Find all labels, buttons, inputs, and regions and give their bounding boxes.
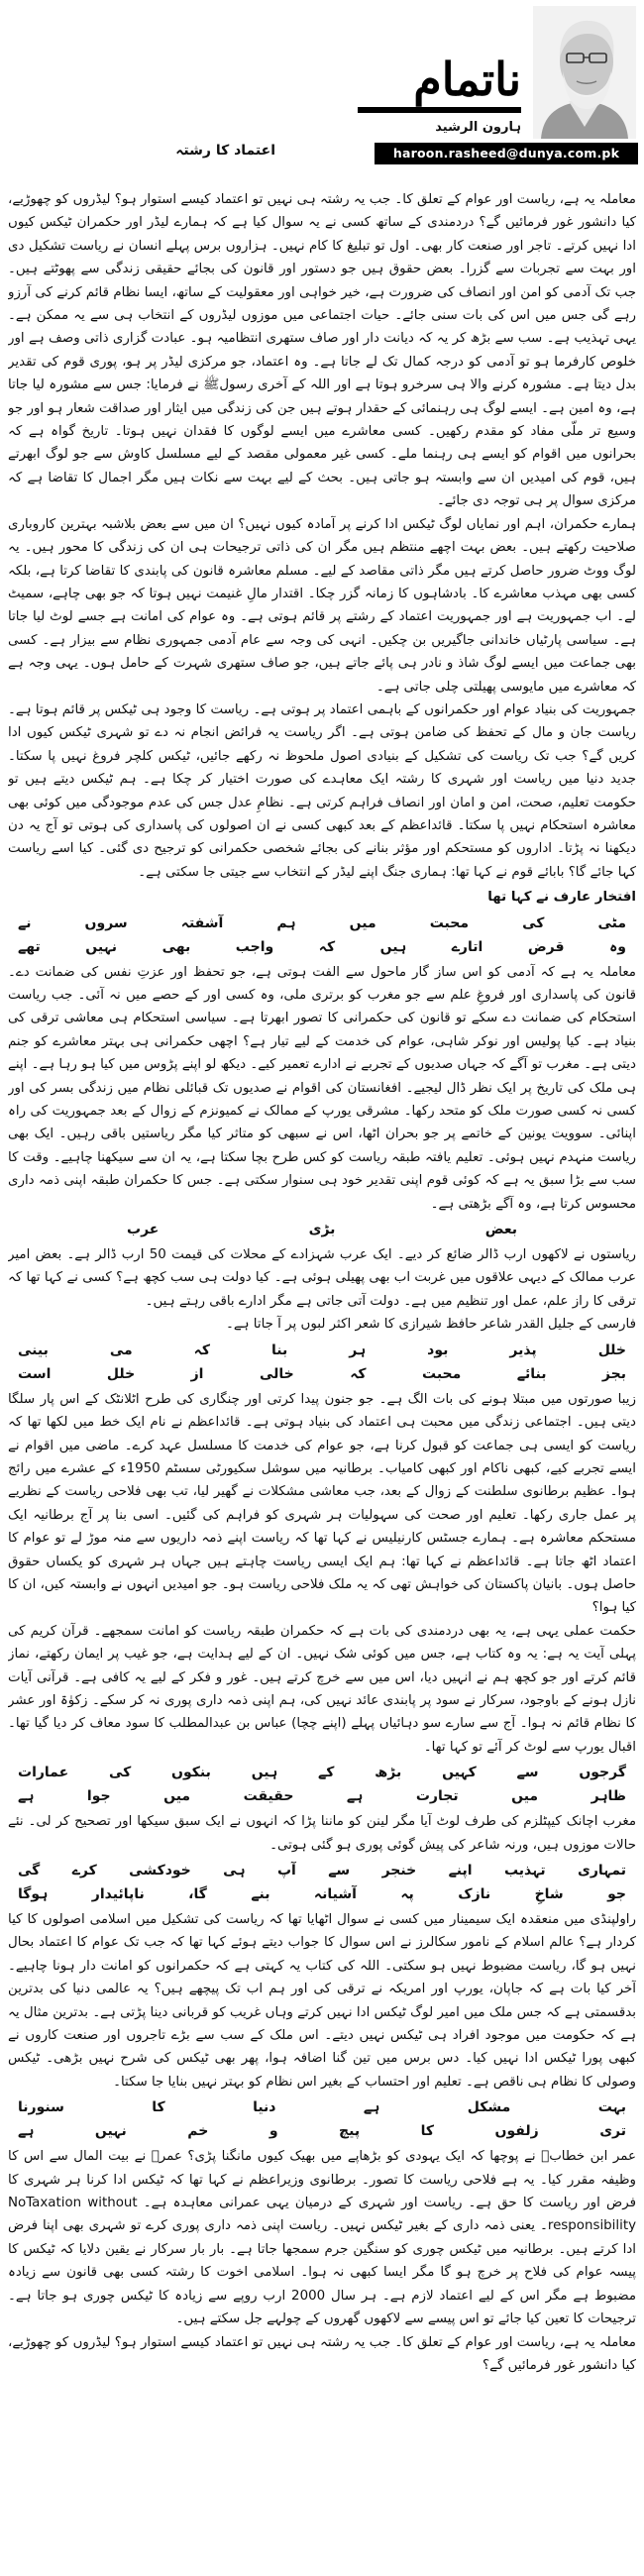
poetry-verse (8, 912, 636, 959)
poetry-verse (8, 1218, 636, 1241)
poetry-verse (8, 1859, 636, 1906)
article-paragraph: حکمت عملی یہی ہے، یہ بھی دردمندی کی بات ہے کہ حکمران طبقہ ریاست کو امانت سمجھے۔ قرآن کریم کی پہلی آیت یہ ہے: یہ وہ کتاب ہے، جس میں کوئی شک نہیں۔ ان کے لیے ہدایت ہے، جو غیب پر ایمان رکھتے، نماز قائم کرتے اور جو کچھ ہم نے انہیں دیا، اس میں سے خرچ کرتے ہیں۔ غور و فکر کے لیے یہ کافی ہے۔ قرآنی آیات نازل ہونے کے باوجود، سرکار نے سود پر پابندی عائد نہیں کی، ہم اپنی ذمہ داری پوری نہ کر سکے۔ زکوٰۃ اور عشر کا نظام قائم نہ ہوا۔ آج سے سارے سو دہائیاں پہلے (اپنے چچا) عباس بن عبدالمطلب کا سود معاف کر دیا گیا تھا۔ اقبال یورپ سے لوٹ کر آئے تو کہا تھا۔ (8, 1623, 636, 1755)
verse-line: مٹی کی محبت میں ہم آشفتہ سروں نے (18, 914, 626, 931)
poetry-verse (8, 1761, 636, 1808)
verse-line: بہت مشکل ہے دنیا کا سنورنا (18, 2099, 626, 2116)
article-paragraph: راولپنڈی میں منعقدہ ایک سیمینار میں کسی نے سوال اٹھایا تھا کہ ریاست کی تشکیل میں اسلامی اصولوں کا کیا کردار ہے؟ عالم اسلام کے نامور سکالرز نے اس سوال کا جواب دیتے ہوئے کہا تھا کہ جب تک عوام کا اعتماد بحال نہیں ہو گا، ریاست مضبوط نہیں ہو سکتی۔ اللہ کی کتاب یہ کہتی ہے کہ حکمرانوں کو امانت دار ہونا چاہیے۔ آخر کیا بات ہے کہ جاپان، یورپ اور امریکہ نے ترقی کی اور ہم اب تک پیچھے ہیں؟ یہ عالمی دنیا کی بدترین بدقسمتی ہے کہ جس ملک میں امیر لوگ ٹیکس ادا نہیں کرتے وہاں غریب کو قربانی دینا پڑتی ہے۔ بدترین مثال یہ ہے کہ حکومت میں موجود افراد ہی ٹیکس نہیں دیتے۔ اس ملک کے سب سے بڑے تاجروں اور صنعت کاروں نے کبھی پورا ٹیکس ادا نہیں کیا۔ دس برس میں تین گنا اضافہ ہوا، پھر بھی ٹیکس کی شرح نہیں بڑھی۔ ٹیکس وصولی کا نظام ہی ناقص ہے۔ تعلیم اور احتساب کے بغیر اس نظام کو بہتر نہیں بنایا جا سکتا۔ (8, 1912, 636, 2090)
poetry-verse (8, 2095, 636, 2143)
article-subheading: افتخار عارف نے کہا تھا (487, 890, 636, 906)
verse-line: خلل پذیر بود ہر بنا کہ می بینی (18, 1342, 626, 1358)
article-paragraph: معاملہ یہ ہے کہ آدمی کو اس ساز گار ماحول سے الفت ہوتی ہے، جو تحفظ اور عزتِ نفس کی ضمانت دے۔ قانون کی پاسداری اور فروغِ علم سے جو مغرب کو برتری ملی، وہ کسی اور کے حصے میں نہ آئی۔ جب ریاست استحکام کی ضمانت دے سکے تو قانون کی حکمرانی کا تصور ابھرتا ہے۔ سیاسی استحکام ہی معاشی ترقی کی بنیاد ہے۔ کیا پولیس اور نوکر شاہی، عوام کی خدمت کے لیے تیار ہے؟ اچھی حکمرانی ہی بہتر معاشرے کو جنم دیتی ہے۔ مغرب تو آگے کہ جہاں صدیوں کے تجربے نے ادارے تعمیر کیے۔ دیکھ لو اپنے پڑوس میں کیا ہو رہا ہے۔ اپنے ہی ملک کی تاریخ پر ایک نظر ڈال لیجیے۔ افغانستان کی اقوام نے صدیوں تک قبائلی نظام میں زندگی بسر کی اور کسی نہ کسی صورت ملک کو متحد رکھا۔ مشرقی یورپ کے ممالک نے کمیونزم کے زوال کے بعد جمہوریت کی راہ اپنائی۔ سوویت یونین کے خاتمے پر جو بحران اٹھا، اس نے سبھی کو متاثر کیا مگر ریاستیں باقی رہیں۔ ایک بھی ریاست منہدم نہیں ہوئی۔ تعلیم یافتہ طبقہ ریاست کو کس طرح بچا سکتا ہے، یہ ان سے سیکھنا چاہیے۔ وقت کا سب سے بڑا سبق یہ ہے کہ کوئی قوم اپنی تقدیر خود ہی سنوار سکتی ہے۔ جس کا حکمران طبقہ اپنی ذمہ داری محسوس کرتا ہے، وہ آگے بڑھتی ہے۔ (8, 964, 636, 1212)
verse-line: وہ قرض اتارے ہیں کہ واجب بھی نہیں تھے (18, 938, 626, 955)
article-paragraph: زیبا صورتوں میں مبتلا ہونے کی بات الگ ہے۔ جو جنون پیدا کرتی اور چنگاری کی طرح اٹلانٹک کے اس پار سلگا دیتی ہیں۔ اجتماعی زندگی میں محبت ہی اعتماد کی بنیاد ہوتی ہے۔ قائداعظم نے نام ایک خط میں لکھا تھا کہ ریاست کو ایسی ہی جماعت کو قبول کرنا ہے، جو عوام کی خدمت کا مسلسل عہد کرے۔ ماضی میں اقوام نے ایسے تجربے کیے، کبھی ناکام اور کبھی کامیاب۔ برطانیہ میں سوشل سکیورٹی سسٹم 1950ء کے عشرے میں رائج ہوا۔ عظیم برطانوی سلطنت کے زوال کے بعد، جب معاشی مشکلات نے گھیر لیا، تب بھی فلاحی ریاست کے نظریے پر عمل جاری رکھا۔ تعلیم اور صحت کی سہولیات ہر شہری کو فراہم کی گئیں۔ اسی بنا پر آج برطانیہ ایک مستحکم معاشرہ ہے۔ ہمارے جسٹس کارنیلیس نے کہا تھا کہ ریاست اپنے ذمہ داریوں سے منہ موڑ لے تو عوام کا اعتماد اٹھ جاتا ہے۔ قائداعظم نے کہا تھا: ہم ایک ایسی ریاست چاہتے ہیں جہاں ہر شہری کو یکساں حقوق حاصل ہوں۔ بانیان پاکستان کی خواہش تھی کہ یہ ملک فلاحی ریاست ہو۔ جو امیدیں انہوں نے وابستہ کیں، ان کا کیا ہوا؟ (8, 1391, 636, 1616)
verse-line: بعض بڑی عرب (127, 1222, 517, 1238)
author-email[interactable]: haroon.rasheed@dunya.com.pk (375, 143, 638, 164)
verse-line: تری زلفوں کا پیچ و خم نہیں ہے (18, 2123, 626, 2140)
article-headline: اعتماد کا رشتہ (175, 143, 275, 159)
author-portrait (533, 6, 636, 139)
article-paragraph: معاملہ یہ ہے، ریاست اور عوام کے تعلق کا۔ جب یہ رشتہ ہی نہیں تو اعتماد کیسے استوار ہو؟ لیڈروں کو چھوڑیے، کیا دانشور غور فرمائیں گے؟ دردمندی کے ساتھ کسی نے یہ سوال کیا ہے کہ ہمارے لیڈر اور حکمران ٹیکس کیوں ادا نہیں کرتے۔ تاجر اور صنعت کار بھی۔ اول تو تبلیغ کا کام نہیں۔ ہزاروں برس پہلے انسان نے ریاست تشکیل دی اور بہت سے تجربات سے گزرا۔ بعض حقوق ہیں جو دستور اور قانون کی بجائے حقیقی زندگی سے پھوٹتے ہیں۔ جب تک آدمی کو امن اور انصاف کی ضرورت ہے، خیر خواہی اور معقولیت کے ساتھ، ایسا نظام قائم کرنے کی آرزو رہے گی جس میں اس کی بات سنی جائے۔ حیات اجتماعی میں موزوں لیڈروں کے انتخاب ہی سے یہ ممکن ہے۔ یہی تہذیب ہے۔ سب سے بڑھ کر یہ کہ دیانت دار اور صاف ستھری انتظامیہ ہو۔ عبادت گزاری ذاتی وصف ہے اور خلوص کارفرما ہو تو آدمی کو درجہ کمال تک لے جاتا ہے۔ وہ اعتماد، جو مرکزی لیڈر پر ہو، پوری قوم کی تقدیر بدل دیتا ہے۔ مشورہ کرنے والا ہی سرخرو ہوتا ہے اور اللہ کے آخری رسولﷺ نے فرمایا: جس سے مشورہ لیا جاتا ہے، وہ امین ہے۔ ایسے لوگ ہی رہنمائی کے حقدار ہوتے ہیں جن کی زندگی میں ایثار اور صداقت شعار ہو اور جو وسیع تر ملّی مفاد کو مقدم رکھیں۔ کسی معاشرے میں ایسے لوگوں کا فقدان نہیں ہوتا۔ تاریخ گواہ ہے کہ بحرانوں میں اقوام کو ایسے ہی رہنما ملے۔ کسی غیر معمولی مقصد کے لیے مسلسل کاوش سے جو لوگ ابھرتے ہیں، قوم کی امیدیں ان سے وابستہ ہو جاتی ہیں۔ بحث کے لیے بہت سے نکات ہیں مگر اجمال کا تقاضا ہے کہ مرکزی سوال پر ہی توجہ دی جائے۔ (8, 192, 636, 509)
article-paragraph: ہمارے حکمران، اہم اور نمایاں لوگ ٹیکس ادا کرنے پر آمادہ کیوں نہیں؟ ان میں سے بعض بلاشبہ بہترین کاروباری صلاحیت رکھتے ہیں۔ بعض بہت اچھے منتظم ہیں مگر ان کی ذاتی ترجیحات ہی ان کی زندگی کا محور ہیں۔ یہ لوگ ووٹ ضرور حاصل کرتے ہیں مگر ذاتی مقاصد کے لیے۔ مسلم معاشرہ قانون کی پابندی کا تقاضا کرتا ہے، بلکہ کسی بھی مہذب معاشرے کا۔ بادشاہوں کا زمانہ گزر چکا۔ اقتدار مالِ غنیمت نہیں ہوتا کہ جو بھی چاہے، سمیٹ لے۔ اب جمہوریت ہے اور جمہوریت اعتماد کے رشتے پر قائم ہوتی ہے۔ وہ عوام کی امانت ہے جسے لوٹ لیا جاتا ہے۔ سیاسی پارٹیاں خاندانی جاگیریں بن چکیں۔ انہی کی وجہ سے عام آدمی جمہوری نظام سے بیزار ہے۔ کسی بھی جماعت میں ایسے لوگ شاذ و نادر ہی پائے جاتے ہیں، جو صاف ستھری شہرت کے حامل ہوں۔ یہی وجہ ہے کہ معاشرے میں مایوسی پھیلتی چلی جاتی ہے۔ (8, 516, 636, 695)
verse-line: جو شاخِ نازک پہ آشیانہ بنے گا، ناپائیدار ہوگا (18, 1886, 626, 1902)
article-paragraph: معاملہ یہ ہے، ریاست اور عوام کے تعلق کا۔ جب یہ رشتہ ہی نہیں تو اعتماد کیسے استوار ہو؟ لیڈروں کو چھوڑیے، کیا دانشور غور فرمائیں گے؟ (8, 2334, 636, 2373)
article-paragraph: فارسی کے جلیل القدر شاعر حافظ شیرازی کا شعر اکثر لبوں پر آ جاتا ہے۔ (225, 1317, 636, 1333)
poetry-verse (8, 1339, 636, 1386)
article-paragraph: عمر ابن خطابؓ نے پوچھا کہ ایک یہودی کو بڑھاپے میں بھیک کیوں مانگنا پڑی؟ عمرؓ نے بیت المال سے اس کا وظیفہ مقرر کیا۔ یہ ہے فلاحی ریاست کا تصور۔ برطانوی وزیراعظم نے کہا تھا کہ ٹیکس ادا کرنا ہر شہری کا فرض اور ریاست کا حق ہے۔ ریاست اور شہری کے درمیان یہی عمرانی معاہدہ ہے۔ NoTaxation without responsibility۔ یعنی ذمہ داری کے بغیر ٹیکس نہیں۔ ریاست اپنی ذمہ داری پوری کرے تو شہری بھی اپنا فرض ادا کرتے ہیں۔ برطانیہ میں ٹیکس چوری کو سنگین جرم سمجھا جاتا ہے۔ بار بار سرکار نے یقین دلایا کہ ٹیکس کا پیسہ عوام کی فلاح پر خرچ ہو گا مگر ایسا کبھی نہ ہوا۔ اسلامی اخوت کا رشتہ کسی بھی قانون سے زیادہ مضبوط ہے مگر اس کے لیے اعتماد لازم ہے۔ ہر سال 2000 ارب روپے سے زیادہ کا ٹیکس چوری ہو جاتا ہے۔ ترجیحات کا تعین کیا جائے تو اس پیسے سے لاکھوں گھروں کے چولہے جل سکتے ہیں۔ (8, 2149, 636, 2327)
verse-line: تمہاری تہذیب اپنے خنجر سے آپ ہی خودکشی کرے گی (18, 1863, 626, 1878)
column-masthead (0, 0, 644, 180)
column-title: ناتمام (413, 53, 521, 106)
article-paragraph: جمہوریت کی بنیاد عوام اور حکمرانوں کے باہمی اعتماد پر ہوتی ہے۔ ریاست کا وجود ہی ٹیکس پر قائم ہوتا ہے۔ ریاست جان و مال کے تحفظ کی ضامن ہوتی ہے۔ اگر ریاست یہ فرائض انجام نہ دے تو شہری ٹیکس کیوں ادا کریں گے؟ جب تک ریاست کی تشکیل کے بنیادی اصول ملحوظ نہ رکھے جائیں، ٹیکس کلچر فروغ نہیں پا سکتا۔ جدید دنیا میں ریاست اور شہری کا رشتہ ایک معاہدے کی صورت اختیار کر چکا ہے۔ ہم ٹیکس دیتے ہیں تو حکومت تعلیم، صحت، امن و امان اور انصاف فراہم کرتی ہے۔ نظامِ عدل جس کی عدم موجودگی میں کوئی بھی معاشرہ استحکام نہیں پا سکتا۔ قائداعظم کے بعد کبھی کسی نے ان اصولوں کی پاسداری کی ہوتی تو آج یہ دن دیکھنا نہ پڑتا۔ اداروں کو مستحکم اور مؤثر بنانے کی بجائے شخصی حکمرانی کو ترجیح دی گئی۔ کیا اسے ریاست کہا جائے گا؟ بابائے قوم نے کہا تھا: ہماری جنگ اپنے لیڈر کے انتخاب سے جیتی جا سکتی ہے۔ (8, 701, 636, 880)
article-body (8, 188, 636, 2568)
author-name: ہارون الرشید (435, 120, 521, 135)
verse-line: بجز بنائے محبت کہ خالی از خلل است (18, 1365, 626, 1382)
verse-line: ظاہر میں تجارت ہے حقیقت میں جوا ہے (18, 1788, 626, 1805)
verse-line: گرجوں سے کہیں بڑھ کے ہیں بنکوں کی عمارات (18, 1765, 626, 1781)
article-paragraph: ریاستوں نے لاکھوں ارب ڈالر ضائع کر دیے۔ ایک عرب شہزادے کے محلات کی قیمت 50 ارب ڈالر ہے۔ بعض امیر عرب ممالک کے دیہی علاقوں میں غربت اب بھی پھیلی ہوئی ہے۔ کیا دولت ہی سب کچھ ہے؟ کسی نے کہا تھا کہ ترقی کا راز علم، عمل اور تنظیم میں ہے۔ دولت آتی جاتی ہے مگر ادارے باقی رہتے ہیں۔ (8, 1247, 636, 1309)
article-paragraph: مغرب اچانک کیپٹلزم کی طرف لوٹ آیا مگر لینن کو ماننا پڑا کہ انہوں نے ایک سبق سیکھا اور تصحیح کر لی۔ نئے حالات موزوں ہیں، ورنہ شاعر کی پیش گوئی پوری ہو گئی ہوتی۔ (8, 1814, 636, 1853)
title-rule (358, 107, 521, 113)
